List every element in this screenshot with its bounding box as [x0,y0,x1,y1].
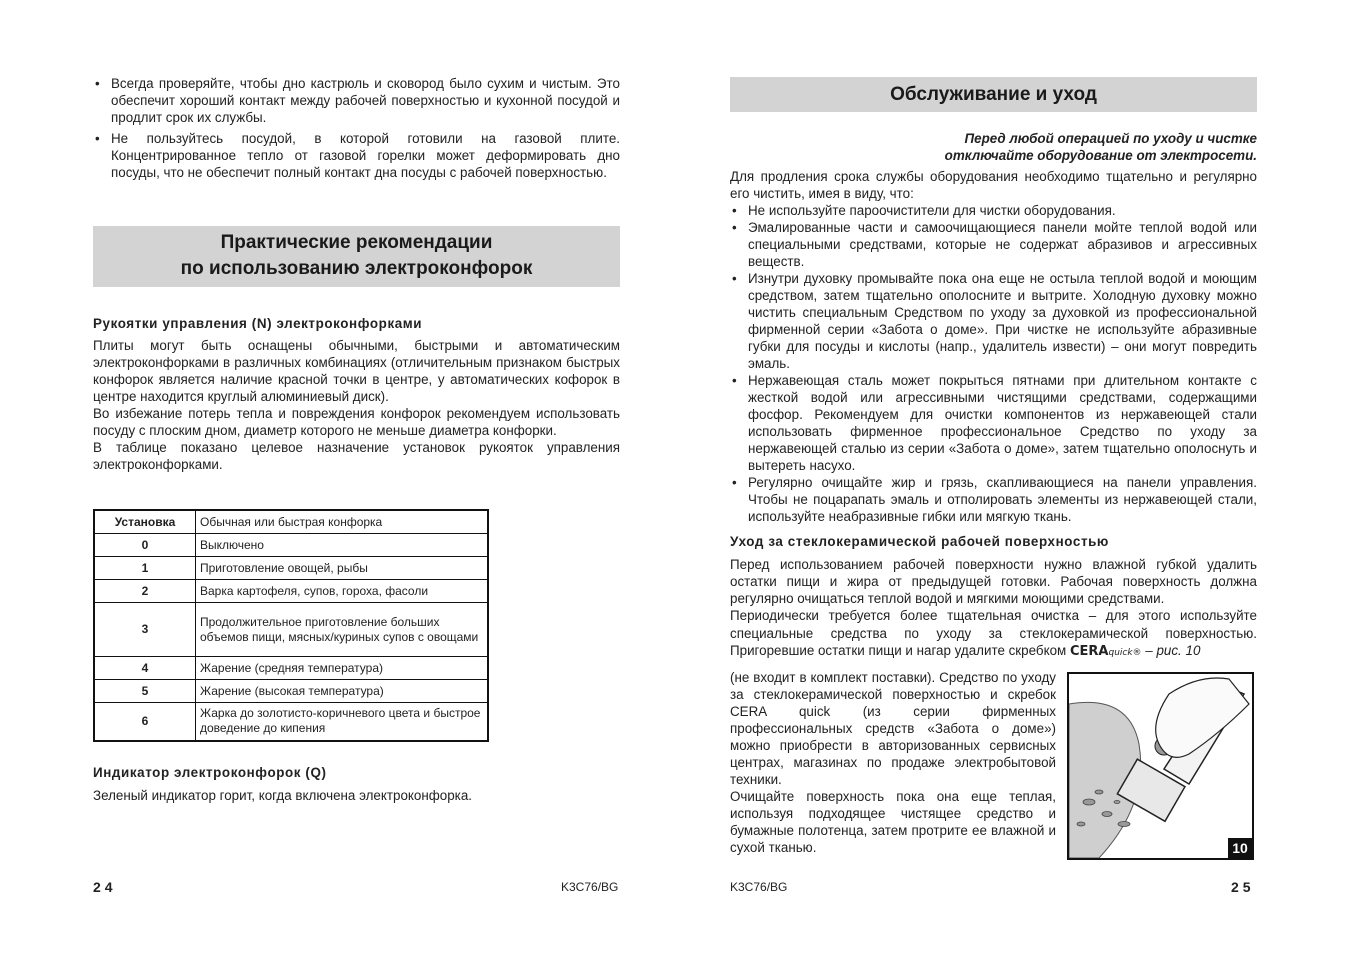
right-page [675,0,1351,954]
controls-paragraph: В таблице показано целевое назначение установок рукояток управления электроконфорками. [93,440,620,472]
warning-line: отключайте оборудование от электросети. [944,148,1257,163]
list-item: • Всегда проверяйте, чтобы дно кастрюль и сковород было сухим и чистым. Это обеспечит хороший контакт между рабочей поверхностью и кухонной посудой и продлит срок их службы. [93,75,620,126]
intro-bullet-list [93,75,620,181]
page-number: 25 [1231,879,1255,895]
table-header-description: Обычная или быстрая конфорка [196,510,489,534]
maintenance-bullet-list [730,202,1257,525]
left-page [0,0,675,954]
table-row [94,534,488,557]
controls-text [93,337,620,473]
cera-quick-logo [1070,644,1142,659]
settings-table [93,509,489,742]
list-item: • Нержавеющая сталь может покрыться пятнами при длительном контакте с жесткой водой или агрессивными чистящими средствами, содержащими фосфор. Рекомендуем для очистки компонентов из нержавеющей стали использовать фирменное профессиональное Средство по уходу за нержавеющей сталью из серии «Забота о доме», затем тщательно ополоснуть и вытереть насухо. [730,372,1257,474]
table-cell-description: Варка картофеля, супов, гороха, фасоли [196,580,489,603]
section-heading-line2: по использованию электроконфорок [180,258,533,279]
list-item: • Изнутри духовку промывайте пока она еще не остыла теплой водой и моющим средством, затем тщательно ополосните и вытрите. Холодную духовку можно чистить специальным Средством по уходу за духовкой из профессиональной фирменной серии «Забота о доме». При чистке не используйте абразивные губки для посуды и кислоты (напр., удалитель извести) – они могут повредить эмаль. [730,270,1257,372]
cera-logo-script: quick® [1108,648,1142,658]
maintenance-text [730,168,1257,525]
glass-ceramic-text-wrapped [730,669,1056,856]
table-row [94,657,488,680]
maintenance-intro: Для продления срока службы оборудования необходимо тщательно и регулярно его чистить, имея в виду, что: [730,169,1257,201]
cera-logo-text: CERA [1069,644,1109,659]
table-cell-setting: 6 [94,703,196,741]
model-code: K3C76/BG [730,880,788,894]
controls-heading: Рукоятки управления (N) электроконфорками [93,316,423,331]
list-item: • Эмалированные части и самоочищающиеся панели мойте теплой водой или специальными средствами, которые не содержат абразивов и агрессивных веществ. [730,219,1257,270]
table-cell-description: Выключено [196,534,489,557]
table-cell-setting: 1 [94,557,196,580]
figure-reference: – рис. 10 [1145,643,1201,658]
glass-ceramic-heading: Уход за стеклокерамической рабочей поверхностью [730,534,1109,549]
glass-ceramic-text [730,556,1257,663]
section-heading: Обслуживание и уход [730,77,1257,112]
figure-10 [1067,672,1254,860]
controls-paragraph: Плиты могут быть оснащены обычными, быстрыми и автоматическим электроконфорками в различных комбинациях (отличительным признаком быстрых конфорок является наличие красной точки в центре, у автоматических кофорок в центре находится круглый алюминиевый диск). [93,338,620,404]
model-code: K3C76/BG [561,880,619,894]
table-header-row [94,510,488,534]
section-heading-line1: Практические рекомендации [220,232,493,253]
indicator-text: Зеленый индикатор горит, когда включена электроконфорка. [93,788,473,803]
section-heading [93,226,620,287]
scraper-illustration [1069,674,1252,858]
safety-warning [730,130,1257,164]
indicator-heading: Индикатор электроконфорок (Q) [93,765,327,780]
table-row [94,703,488,741]
list-item: • Регулярно очищайте жир и грязь, скапливающиеся на панели управления. Чтобы не поцарапать эмаль и отполировать элементы из нержавеющей стали, используйте неабразивные гибки или мягкую ткань. [730,474,1257,525]
table-cell-description: Продолжительное приготовление больших объемов пищи, мясных/куриных супов с овощами [196,603,489,657]
table-cell-description: Жарка до золотисто-коричневого цвета и быстрое доведение до кипения [196,703,489,741]
figure-number: 10 [1228,838,1252,858]
glass-paragraph-start: Периодически требуется более тщательная очистка – для этого используйте специальные средства по уходу за стеклокерамической поверхностью. Пригоревшие остатки пищи и нагар удалите скребком [730,608,1257,658]
table-header-setting: Установка [94,510,196,534]
table-cell-description: Жарение (высокая температура) [196,680,489,703]
table-cell-setting: 3 [94,603,196,657]
table-cell-setting: 2 [94,580,196,603]
table-row [94,680,488,703]
page-number: 24 [93,879,117,895]
warning-line: Перед любой операцией по уходу и чистке [964,131,1257,146]
table-cell-setting: 0 [94,534,196,557]
glass-paragraph [730,607,1257,663]
list-item: • Не используйте пароочистители для чистки оборудования. [730,202,1257,219]
glass-paragraph: Очищайте поверхность пока она еще теплая, используя подходящее чистящее средство и бумажные полотенца, затем протрите ее влажной и сухой тканью. [730,789,1056,855]
table-row [94,603,488,657]
table-row [94,580,488,603]
list-item: • Не пользуйтесь посудой, в которой готовили на газовой плите. Концентрированное тепло от газовой горелки может деформировать дно посуды, что не обеспечит полный контакт дна посуды с рабочей поверхностью. [93,130,620,181]
glass-paragraph: Перед использованием рабочей поверхности нужно влажной губкой удалить остатки пищи и жира от предыдущей готовки. Рабочая поверхность должна регулярно очищаться теплой водой и мягкими моющими средствами. [730,557,1257,606]
controls-paragraph: Во избежание потерь тепла и повреждения конфорок рекомендуем использовать посуду с плоским дном, диаметр которого не меньше диаметра конфорки. [93,406,620,438]
table-row [94,557,488,580]
table-cell-setting: 4 [94,657,196,680]
table-cell-description: Жарение (средняя температура) [196,657,489,680]
glass-paragraph-end: (не входит в комплект поставки). Средство по уходу за стеклокерамической поверхностью и скребок CERA quick (из серии фирменных профессиональных средств «Забота о доме») можно приобрести в авторизованных сервисных центрах, магазинах по продаже электробытовой техники. [730,670,1056,787]
table-cell-setting: 5 [94,680,196,703]
table-cell-description: Приготовление овощей, рыбы [196,557,489,580]
